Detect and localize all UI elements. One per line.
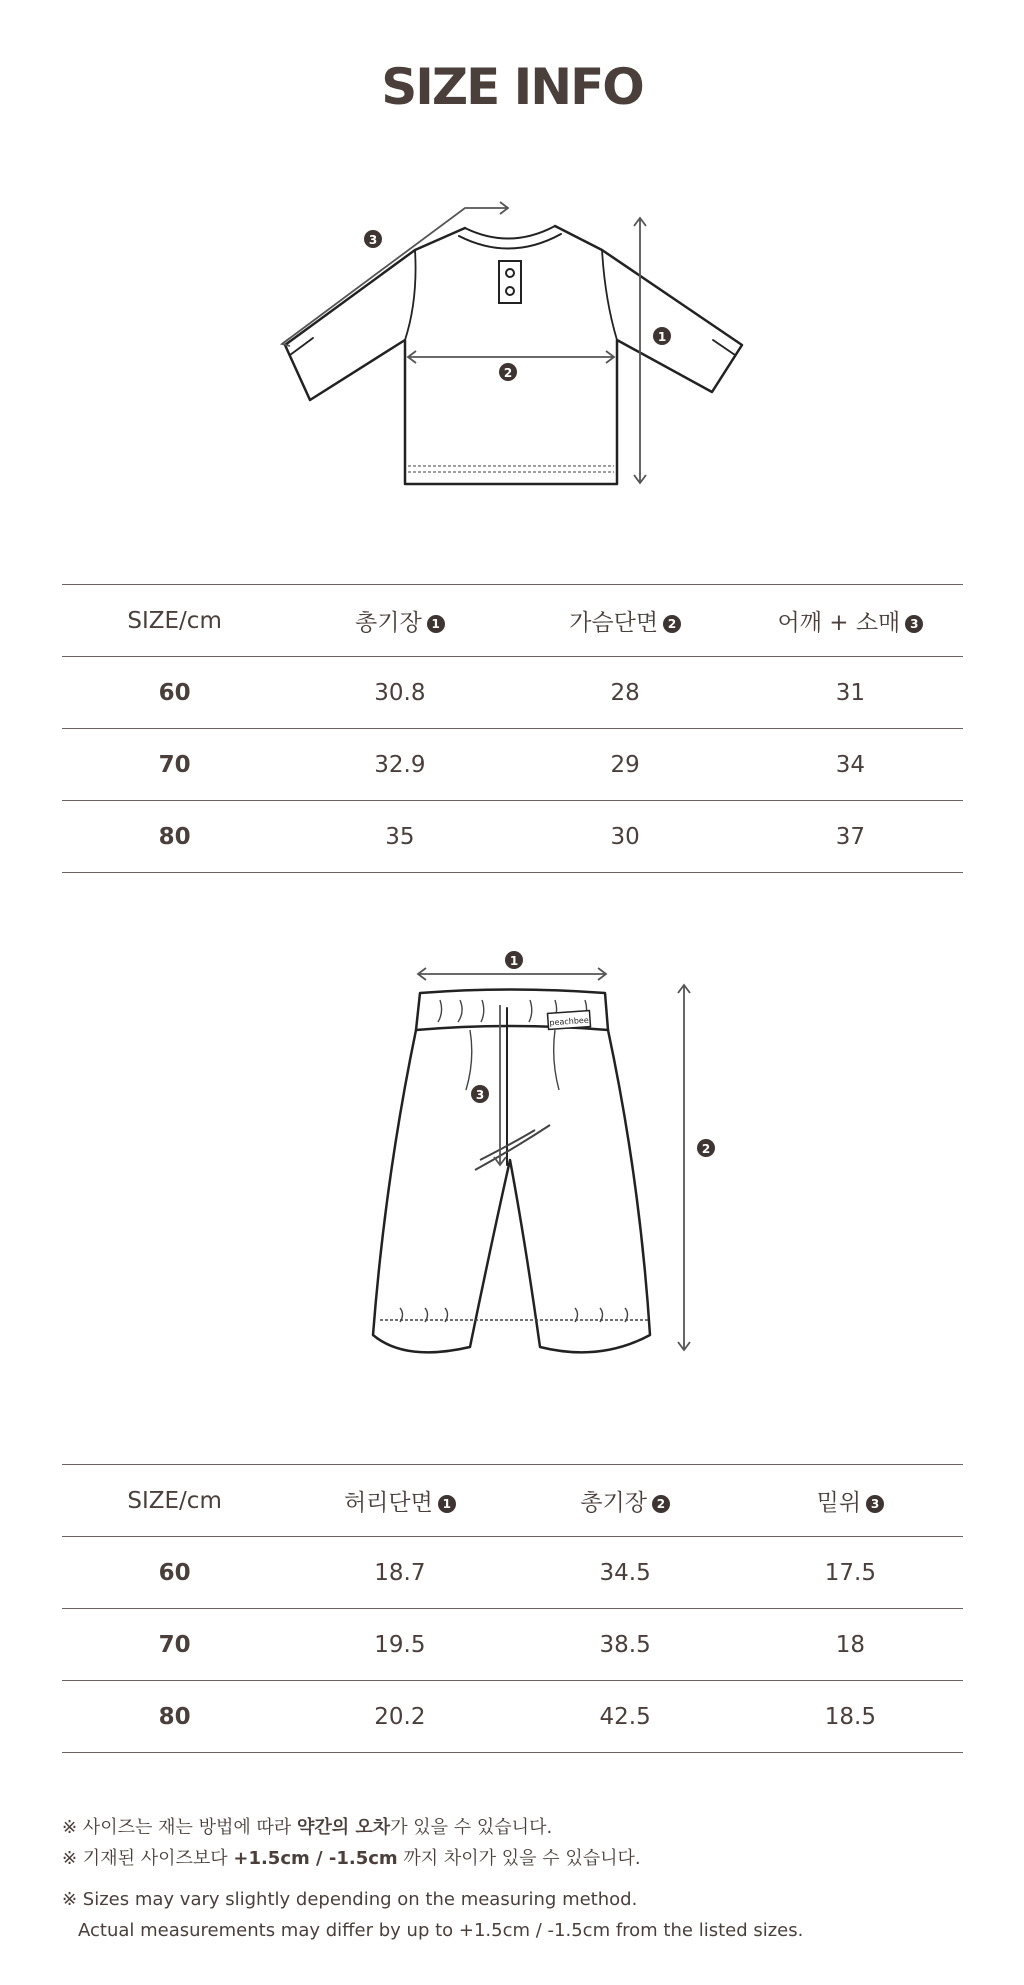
table-cell: 70 — [62, 1609, 287, 1681]
table-header-row — [62, 585, 963, 657]
table-row — [62, 1681, 963, 1753]
svg-text:1: 1 — [657, 330, 667, 344]
header-chest-width: 가슴단면 2 — [513, 585, 738, 657]
table-row — [62, 801, 963, 873]
shirt-collar — [459, 226, 561, 249]
table-cell: 31 — [738, 657, 963, 729]
pants-diagram — [0, 940, 1024, 1370]
note-line: Actual measurements may differ by up to +1.5cm / -1.5cm from the listed sizes. — [78, 1920, 804, 1941]
table-cell: 30.8 — [287, 657, 512, 729]
table-row — [62, 1537, 963, 1609]
number-badge: 3 — [866, 1495, 884, 1513]
svg-text:1: 1 — [509, 954, 519, 968]
table-cell: 60 — [62, 657, 287, 729]
table-cell: 29 — [513, 729, 738, 801]
table-cell: 18 — [738, 1609, 963, 1681]
header-total-length: 총기장 1 — [287, 585, 512, 657]
table-row — [62, 1609, 963, 1681]
table-cell: 80 — [62, 1681, 287, 1753]
number-badge: 2 — [652, 1495, 670, 1513]
table-cell: 28 — [513, 657, 738, 729]
table-cell: 18.5 — [738, 1681, 963, 1753]
table-cell: 35 — [287, 801, 512, 873]
header-size: SIZE/cm — [62, 585, 287, 657]
table-cell: 60 — [62, 1537, 287, 1609]
table-cell: 34.5 — [513, 1537, 738, 1609]
table-row — [62, 657, 963, 729]
pants-outline — [373, 1030, 650, 1352]
header-waist-width: 허리단면 1 — [287, 1465, 512, 1537]
note-line: ※ 사이즈는 재는 방법에 따라 약간의 오차가 있을 수 있습니다. — [62, 1817, 553, 1838]
table-cell: 18.7 — [287, 1537, 512, 1609]
svg-text:2: 2 — [701, 1142, 711, 1156]
table-cell: 38.5 — [513, 1609, 738, 1681]
svg-text:2: 2 — [503, 366, 513, 380]
shirt-diagram — [0, 195, 1024, 495]
header-size: SIZE/cm — [62, 1465, 287, 1537]
table-cell: 42.5 — [513, 1681, 738, 1753]
number-badge: 1 — [427, 615, 445, 633]
shirt-size-table — [62, 584, 963, 873]
note-line: ※ 기재된 사이즈보다 +1.5cm / -1.5cm 까지 차이가 있을 수 있습니다. — [62, 1848, 641, 1869]
number-badge: 1 — [438, 1495, 456, 1513]
table-cell: 17.5 — [738, 1537, 963, 1609]
table-cell: 37 — [738, 801, 963, 873]
svg-text:3: 3 — [368, 233, 378, 247]
table-cell: 20.2 — [287, 1681, 512, 1753]
table-row — [62, 729, 963, 801]
note-line: ※ Sizes may vary slightly depending on the measuring method. — [62, 1889, 638, 1910]
table-cell: 70 — [62, 729, 287, 801]
size-notes — [62, 1812, 982, 1946]
table-cell: 34 — [738, 729, 963, 801]
header-total-length: 총기장 2 — [513, 1465, 738, 1537]
shirt-outline — [285, 226, 742, 484]
shirt-placket — [499, 261, 521, 303]
header-shoulder-sleeve: 어깨 + 소매 3 — [738, 585, 963, 657]
page-title: SIZE INFO — [381, 58, 643, 116]
table-cell: 80 — [62, 801, 287, 873]
number-badge: 2 — [663, 615, 681, 633]
pants-size-table — [62, 1464, 963, 1753]
table-cell: 19.5 — [287, 1609, 512, 1681]
table-header-row — [62, 1465, 963, 1537]
table-cell: 30 — [513, 801, 738, 873]
number-badge: 3 — [905, 615, 923, 633]
svg-text:peachbee: peachbee — [549, 1015, 590, 1028]
table-cell: 32.9 — [287, 729, 512, 801]
header-rise: 밑위 3 — [738, 1465, 963, 1537]
svg-text:3: 3 — [475, 1088, 485, 1102]
